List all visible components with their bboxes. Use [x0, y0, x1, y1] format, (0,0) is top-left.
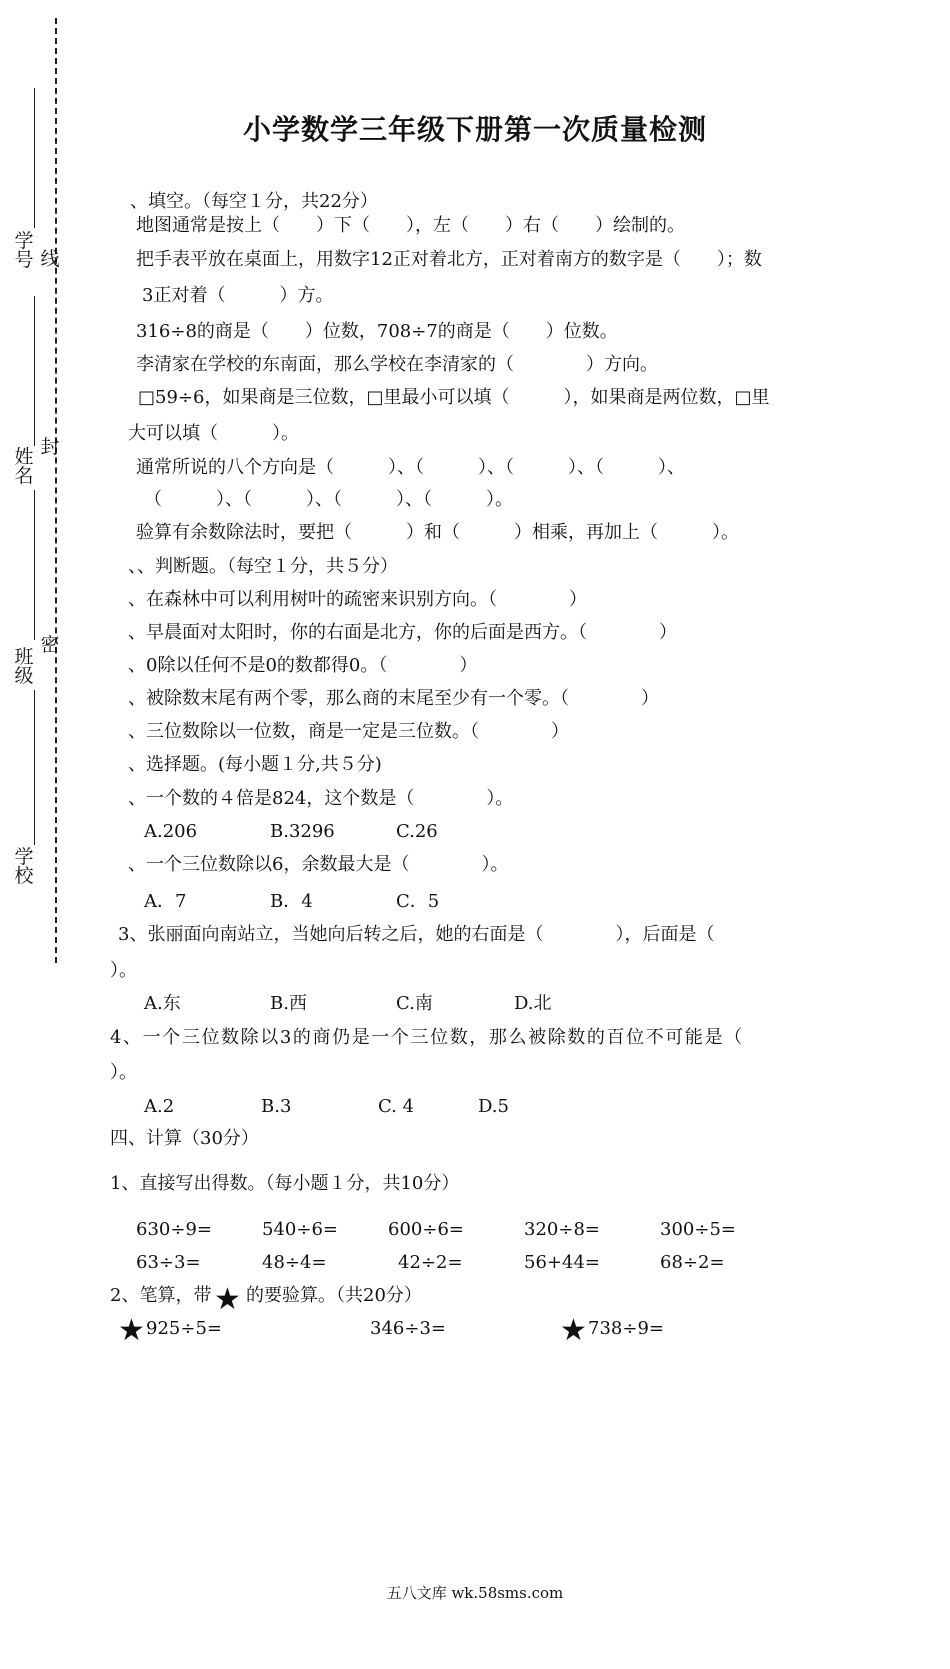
- fill-question-5b: 大可以填（ ）。: [128, 423, 299, 444]
- choice-3-option-b: B.西: [270, 993, 307, 1014]
- judge-item-4: 、被除数末尾有两个零，那么商的末尾至少有一个零。（ ）: [128, 688, 659, 709]
- choice-3-option-c: C.南: [396, 993, 433, 1014]
- choice-question-1: 、一个数的４倍是824，这个数是（ ）。: [128, 788, 514, 809]
- section2-heading: 、、判断题。（每空１分，共５分）: [128, 556, 398, 577]
- judge-item-1: 、在森林中可以利用树叶的疏密来识别方向。（ ）: [128, 589, 587, 610]
- written-calc-3: 738÷9=: [588, 1318, 664, 1339]
- choice-question-2: 、一个三位数除以6，余数最大是（ ）。: [128, 854, 509, 875]
- choice-1-option-a: A.206: [144, 821, 198, 842]
- fill-question-4: 李清家在学校的东南面，那么学校在李清家的（ ）方向。: [136, 354, 658, 375]
- fill-question-3: 316÷8的商是（ ）位数，708÷7的商是（ ）位数。: [136, 321, 618, 342]
- footer-watermark: 五八文库 wk.58sms.com: [386, 1584, 564, 1602]
- school-label: 学校: [14, 846, 34, 887]
- name-label: 姓名: [14, 446, 34, 487]
- fill-question-7: 验算有余数除法时，要把（ ）和（ ）相乘，再加上（ ）。: [136, 522, 739, 543]
- choice-4-option-d: D.5: [478, 1096, 509, 1117]
- fill-question-5a: □59÷6，如果商是三位数，□里最小可以填（ ），如果商是两位数，□里: [138, 387, 770, 408]
- written-calc-2: 346÷3=: [370, 1318, 446, 1339]
- section3-heading: 、选择题。(每小题１分,共５分): [128, 754, 382, 775]
- choice-4-option-b: B.3: [261, 1096, 292, 1117]
- choice-question-4a: 4、一个三位数除以3的商仍是一个三位数，那么被除数的百位不可能是（: [110, 1027, 744, 1048]
- choice-3-option-d: D.北: [514, 993, 552, 1014]
- choice-question-4b: ）。: [110, 1062, 137, 1083]
- calc-item: 48÷4=: [262, 1252, 327, 1273]
- fill-question-2a: 把手表平放在桌面上，用数字12正对着北方，正对着南方的数字是（ ）；数: [136, 249, 762, 270]
- class-label: 班级: [14, 646, 34, 687]
- calc-item: 630÷9=: [136, 1219, 212, 1240]
- section1-heading: 、填空。（每空１分，共22分）: [130, 191, 378, 212]
- calc-item: 42÷2=: [398, 1252, 463, 1273]
- choice-question-3b: ）。: [110, 960, 137, 981]
- fill-question-6b: （ ）、（ ）、（ ）、（ ）。: [144, 489, 513, 510]
- binding-dashed-line: [55, 18, 57, 963]
- calc-item: 300÷5=: [660, 1219, 736, 1240]
- star-icon: ★: [560, 1313, 587, 1348]
- judge-item-2: 、早晨面对太阳时，你的右面是北方，你的后面是西方。（ ）: [128, 622, 677, 643]
- fill-question-1: 地图通常是按上（ ）下（ ），左（ ）右（ ）绘制的。: [136, 215, 685, 236]
- star-icon: ★: [118, 1313, 145, 1348]
- secret-label: 密: [40, 634, 60, 656]
- school-underline: [34, 690, 35, 845]
- name-underline: [34, 296, 35, 446]
- choice-2-option-c: C．5: [396, 891, 440, 912]
- student-id-label: 学号: [14, 230, 34, 271]
- page-title: 小学数学三年级下册第一次质量检测: [242, 113, 707, 146]
- choice-2-option-b: B．4: [270, 891, 313, 912]
- calc-item: 600÷6=: [388, 1219, 464, 1240]
- calc-sub-2-prefix: 2、笔算，带: [110, 1285, 212, 1306]
- calc-item: 56+44=: [524, 1252, 600, 1273]
- judge-item-5: 、三位数除以一位数，商是一定是三位数。（ ）: [128, 721, 569, 742]
- choice-question-3a: 3、张丽面向南站立，当她向后转之后，她的右面是（ ），后面是（: [118, 924, 715, 945]
- calc-item: 63÷3=: [136, 1252, 201, 1273]
- calc-sub-1: 1、直接写出得数。（每小题１分，共10分）: [110, 1173, 460, 1194]
- choice-1-option-c: C.26: [396, 821, 438, 842]
- seal-line-label: 线: [40, 248, 60, 270]
- choice-4-option-a: A.2: [144, 1096, 175, 1117]
- class-underline: [34, 490, 35, 640]
- section4-heading: 四、计算（30分）: [110, 1128, 259, 1149]
- calc-item: 68÷2=: [660, 1252, 725, 1273]
- calc-sub-2-suffix: 的要验算。（共20分）: [246, 1285, 422, 1306]
- fill-question-2b: 3正对着（ ）方。: [142, 285, 334, 306]
- choice-4-option-c: C. 4: [378, 1096, 415, 1117]
- choice-1-option-b: B.3296: [270, 821, 335, 842]
- choice-3-option-a: A.东: [144, 993, 181, 1014]
- seal-label: 封: [40, 436, 60, 458]
- written-calc-1: 925÷5=: [146, 1318, 222, 1339]
- choice-2-option-a: A．7: [144, 891, 187, 912]
- fill-question-6a: 通常所说的八个方向是（ ）、（ ）、（ ）、（ ）、: [136, 457, 685, 478]
- calc-item: 540÷6=: [262, 1219, 338, 1240]
- calc-item: 320÷8=: [524, 1219, 600, 1240]
- star-icon: ★: [214, 1282, 241, 1317]
- judge-item-3: 、0除以任何不是0的数都得0。（ ）: [128, 655, 478, 676]
